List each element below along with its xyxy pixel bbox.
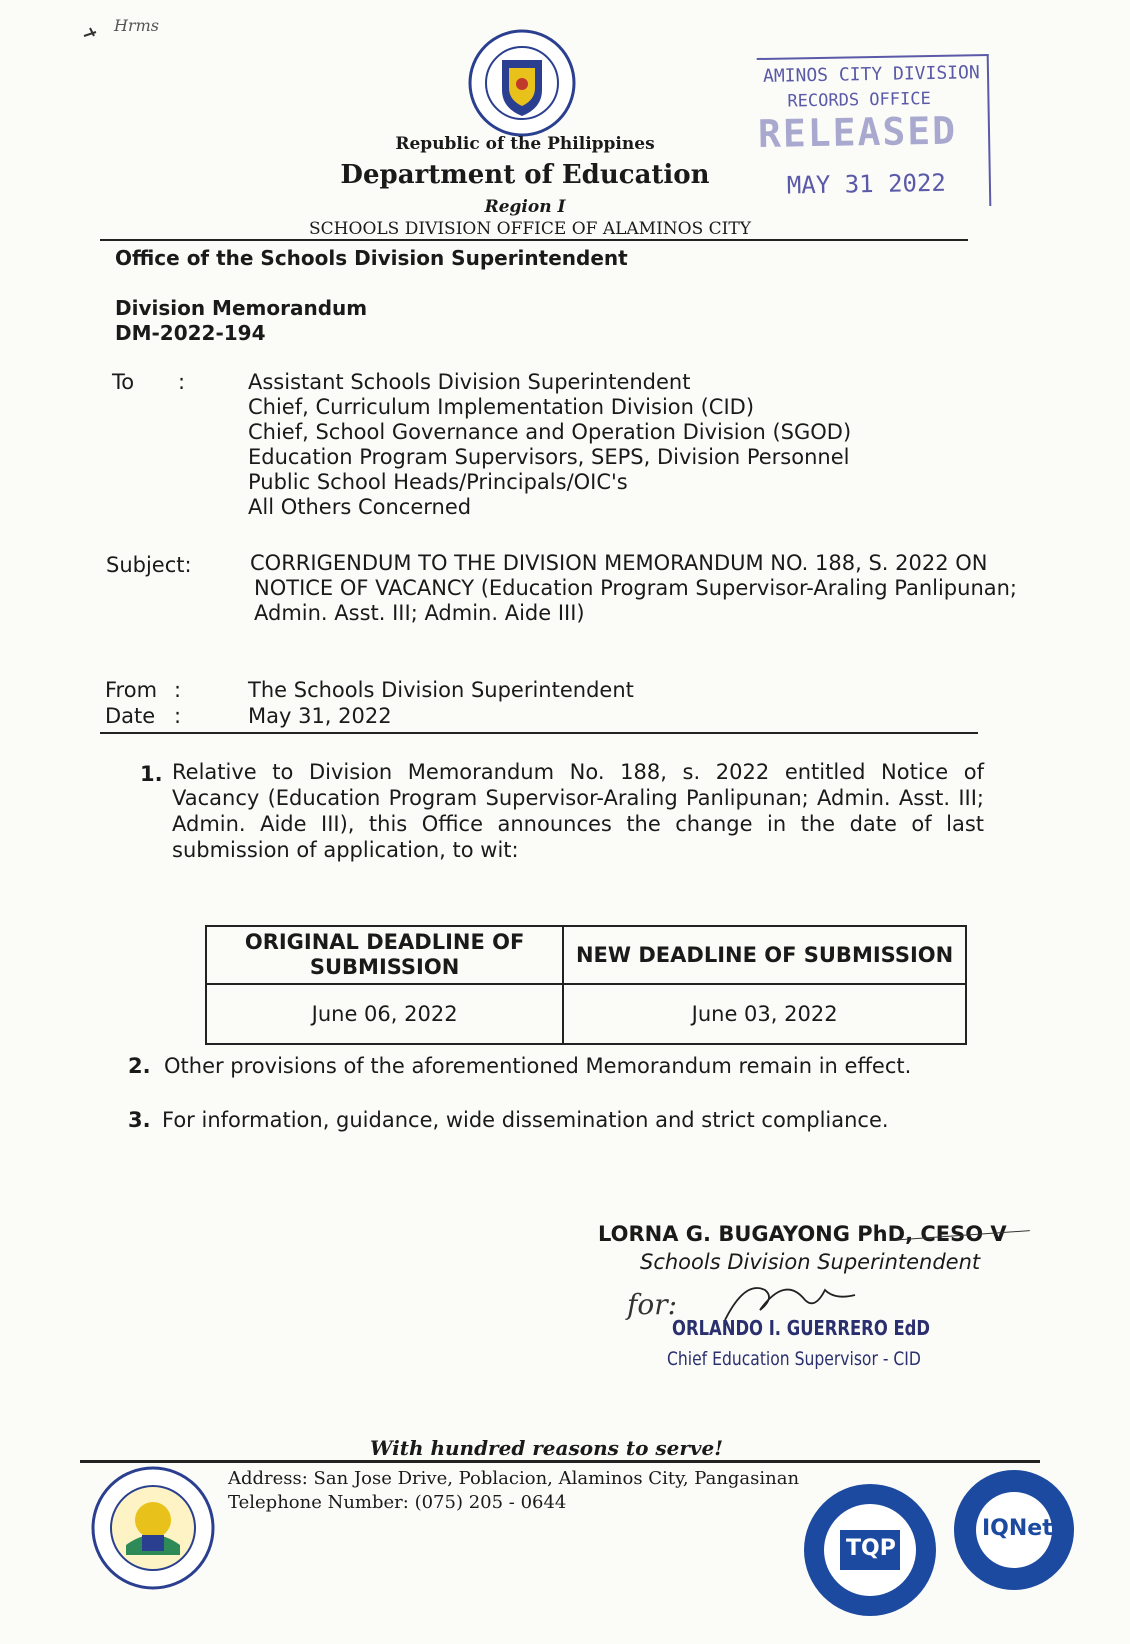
stamp-line2: RECORDS OFFICE [787, 89, 931, 112]
date-value: May 31, 2022 [248, 704, 392, 728]
header-rule [100, 239, 968, 241]
stamp-line1: AMINOS CITY DIVISION [762, 62, 980, 87]
subject-text [250, 551, 1017, 626]
memo-type: Division Memorandum [115, 296, 368, 320]
tqp-label: TQP [846, 1536, 896, 1561]
recipient-item: Public School Heads/Principals/OIC's [248, 470, 628, 494]
office-title: Office of the Schools Division Superintendent [115, 246, 628, 270]
from-label: From [105, 678, 158, 702]
table-header-original: ORIGINAL DEADLINE OF SUBMISSION [206, 926, 563, 984]
recipient-item: Chief, School Governance and Operation Division (SGOD) [248, 420, 852, 444]
memo-header-rule [100, 732, 978, 734]
table-header-new: NEW DEADLINE OF SUBMISSION [563, 926, 966, 984]
new-deadline-cell: June 03, 2022 [563, 984, 966, 1044]
paragraph-3: For information, guidance, wide dissemination and strict compliance. [162, 1108, 889, 1132]
subject-line: NOTICE OF VACANCY (Education Program Supervisor-Araling Panlipunan; [254, 576, 1018, 600]
recipient-item: Education Program Supervisors, SEPS, Division Personnel [248, 445, 850, 469]
stamp-line3: RELEASED [757, 108, 958, 157]
to-colon: : [178, 370, 186, 394]
original-deadline-cell: June 06, 2022 [206, 984, 563, 1044]
recipient-list [248, 370, 851, 520]
telephone: Telephone Number: (075) 205 - 0644 [228, 1492, 567, 1513]
subject-line: CORRIGENDUM TO THE DIVISION MEMORANDUM NO. 188, S. 2022 ON [250, 551, 988, 575]
recipient-item: All Others Concerned [248, 495, 472, 519]
tqp-iso-badge [800, 1480, 940, 1620]
paragraph-2: Other provisions of the aforementioned Memorandum remain in effect. [164, 1054, 912, 1078]
iqnet-label: IQNet [982, 1516, 1053, 1541]
signatory-title: Schools Division Superintendent [640, 1250, 981, 1274]
paragraph-1-number: 1. [140, 762, 163, 786]
paragraph-3-number: 3. [128, 1108, 151, 1132]
date-colon: : [174, 704, 182, 728]
recipient-item: Chief, Curriculum Implementation Division (CID) [248, 395, 755, 419]
memo-number: DM-2022-194 [115, 321, 266, 345]
released-stamp [757, 54, 992, 210]
date-label: Date [105, 704, 156, 728]
for-mark: for: [627, 1288, 678, 1321]
subject-label: Subject: [106, 553, 192, 577]
from-value: The Schools Division Superintendent [248, 678, 634, 702]
to-label: To [112, 370, 135, 394]
deped-seal [467, 28, 577, 138]
paragraph-1: Relative to Division Memorandum No. 188, s. 2022 entitled Notice of Vacancy (Education Program Supervisor-Araling Panlipunan; Admin. Asst. III; Admin. Aide III), this Office announces the change in the date of last submission of application, to wit: [172, 760, 984, 862]
deadline-table [205, 925, 967, 1045]
address: Address: San Jose Drive, Poblacion, Alaminos City, Pangasinan [228, 1468, 800, 1489]
signatory-name: LORNA G. BUGAYONG PhD, CESO V [598, 1222, 1007, 1246]
motto: With hundred reasons to serve! [370, 1436, 724, 1460]
recipient-item: Assistant Schools Division Superintendent [248, 370, 691, 394]
corner-handwritten-note: Hrms [80, 14, 200, 44]
signer-title: Chief Education Supervisor - CID [667, 1348, 921, 1370]
certified-badge [952, 1468, 1076, 1592]
subject-line: Admin. Asst. III; Admin. Aide III) [254, 601, 585, 625]
department-title: Department of Education [340, 160, 710, 190]
region-label: Region I [484, 197, 566, 217]
republic-line: Republic of the Philippines [395, 134, 655, 154]
paragraph-2-number: 2. [128, 1054, 151, 1078]
division-seal [90, 1465, 216, 1591]
from-colon: : [174, 678, 182, 702]
division-office: SCHOOLS DIVISION OFFICE OF ALAMINOS CITY [309, 219, 751, 239]
stamp-date: MAY 31 2022 [786, 168, 947, 200]
footer-rule [80, 1460, 1040, 1463]
signer-name: ORLANDO I. GUERRERO EdD [672, 1316, 931, 1340]
